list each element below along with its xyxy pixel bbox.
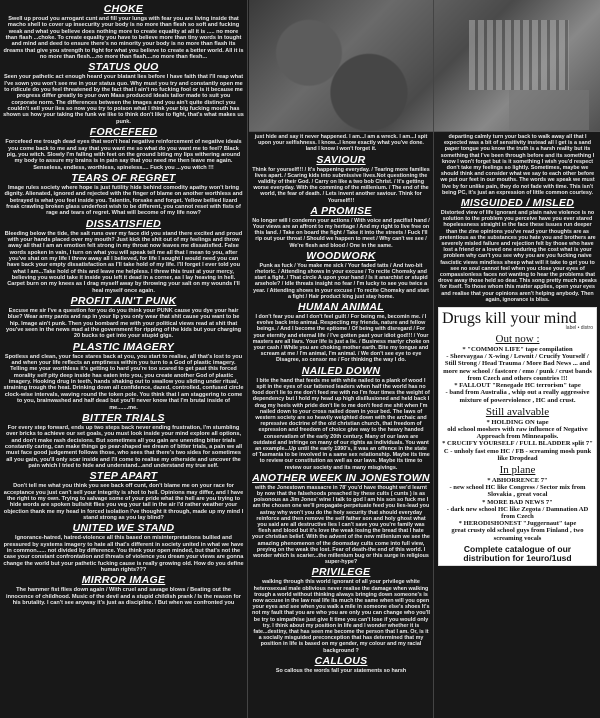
song-title: FORCEFEED <box>89 126 158 139</box>
ad-release-desc: - dark new school HC like Zegota / Damnation AD from Czech <box>446 505 589 520</box>
song-lyrics: The hammer fist flies down again / With cruel and savage blows / Beating out the innocence of childhood. Music of the devil and a stupid childish prank / Is the reason for his brutality. I can't see anyway it's just as discipline. / But when we confronted you <box>6 587 241 607</box>
song-title: PROFIT AIN'T PUNK <box>70 295 177 308</box>
song-lyrics: Forcefeed me trough dead eyes that won't heal negative reinforcement of negative ideals you come back to me and say that you want me so what do you want me to feel? Black pig, you witch. Slowly I'm falling with feet on the ground biting my lips withering around my body to assure my brains is in pain say that you need me then leave me again. Senseless, endless, worthless, spineless.... Fuck you ...you witch !!! <box>5 139 242 171</box>
song-title: HUMAN ANIMAL <box>297 301 385 314</box>
song-title: ANOTHER WEEK IN JONESTOWN <box>252 471 430 484</box>
ad-release: * FALLOUT "Renegade HC terrorism" tape <box>454 382 581 390</box>
song-lyrics: Swell up proud you arrogant cunt and fill your lungs with fear you are living inside that macho shell to cover up insecurity your body is no more than flesh so soft and fucking weak and what you believe does nothing more to create equality at all it is ..... no more than flash ...choke. To create equality you have to believe more than tiny words in tought and mind and deed to ensure there's no minority your body is no more than flash its dreams that give you strength to fight for what you believe to create a better world. All it is no more than flesh....no more than flash....no more than flesh... <box>3 16 244 61</box>
ad-release: * MORE BAD NEWS 7" <box>482 498 553 506</box>
song-title: CALLOUS <box>314 654 368 667</box>
song-lyrics: No longer will I condemn your actions / With voice and pacifist hand / Your views are an affront to my heritage / And my right to live free on this land. / Take on board the fight / Take it into the streets / Fuck I'll rip out your throat / Should we happen to meet / Why can't we see / We're flesh and blood / One in the same. <box>252 217 430 249</box>
ad-title: Drugs kill your mind <box>442 310 577 328</box>
ad-release: * "COMMON LIFE" tape compilation <box>462 346 573 354</box>
lyrics-column-right <box>435 0 600 718</box>
song-lyrics: Image rules society where hope is just futility hide behind comodity apathy won't bring dignity. Alienated, ignored and rejected with the finger of blame on another worthless and betrayed is what you feel inside you. Talentin, forsake and forget. Yellow bellied lizard freak crawling broken glass underfoot wish to be different, you cannot reset with fists of rage and tears of regret. What will become of my life now? <box>4 184 243 217</box>
song-title: PRIVILEGE <box>311 566 371 579</box>
song-title: SAVIOUR <box>316 153 366 166</box>
ad-release: * ABHORRENCE 7" <box>487 476 548 484</box>
song-title: MISGUIDED / MISLED <box>460 197 575 210</box>
song-lyrics: I don't fear you and I don't feel guilt / For being me, becomin me. / I evolve back into animal. Respecting my friends, nature and fellow beings. / And I become the epitome / Of being with disregard / For your eternity and eternal life / I've gotten past your idiot god!!! / Your masters are all liars. Your life is just a lie. / Business martyr choke on your cash / While you are choking mother earth. Bite my tongue and scream at me / I'm animal, I'm animal. / We don't see eye to eye Disagree, so censor me / For thinking the way I do. <box>252 314 430 364</box>
ad-release-desc: great crusty old school guys from Finland , two screaming vocals <box>451 527 584 542</box>
song-title: TEARS OF REGRET <box>71 171 176 184</box>
song-lyrics: departing calmly turn your back to walk away all that I expected was a bit of sensitivity instead all I get is a sand paper tongue you know the truth is a harsh reality but its something that I've been through before and its something I know I won't forget but is it something I wish you'd respect don't take my feelings so lightly. Sometimes, maybe we should think and consider what we say to each other before we put our feet in our mouths. The words we speak we must live by for unlike pain, they do not fade with time. This isn't being PC, it's just an expression of little common courtesy. <box>440 134 595 196</box>
song-title: A PROMISE <box>310 204 372 217</box>
song-lyrics: So callous the words fall your statements so harsh <box>275 667 407 674</box>
ad-release-desc: - Sheevaygaa / X-wing / Lewnit / Crucify Yourself / Still Strong / Head Trauma / More Bad News ... and more new school / fastcore / emo / punk / crust bands from Czech and others countries !!! <box>443 353 592 382</box>
song-title: STEP APART <box>89 470 158 483</box>
song-lyrics: Think for yourself!!! / It's happening everyday. / Tearing more families lives apart. / Scaring kids into submissive lives.Not questioning the validity of their God. / Carry on like a two bob Christ. / It's getting worse everyday. With the comming of the millenium. / The end of the world, the fear of death. / Lets invent another saviour. Think for Yourself!!! <box>252 166 430 204</box>
ad-available-heading: Still avalvable <box>485 405 550 418</box>
ad-catalogue-footer: Complete catalogue of our distribution for 1euro/1usd <box>463 543 572 563</box>
ad-release-desc: old school moshers with raw influence of Negative Approach from Minneapolis. <box>447 425 588 441</box>
song-lyrics: Bleeding below the tide, the salt runs over my face did you stand there excited and proud with your hands placed over my mouth? Just kick the shit out of my feelings and throw away all that I am an emotion felt strong in my throat now leaves me dissatisfied. False words spoken in vain, I turn on what you will speak tell me all that I mean to you, after you've shat on my life I threw away all I believed, for life I sought I would need you can have back your empty dissatisfaction as I'll take hold of my life. I'll forget I ever told you what I am...Take hold of this and leave me helpless. I threw this trust at your mercy, believing you would take it inside you left it dead in a corner, as I lay heaving in hell. Carpet burn on my knees as I drag myself away by throwing your salt on my wounds I'll heal myself once again. <box>4 230 243 294</box>
song-lyrics: I bite the hand that feeds me with while nailed to a plank of wood I spit in the eyes of our fattened leaders when half the world has no food don't lie to me don't feed me with no I'm four times the weight of dependency but I hold my head up high disillusioned and held back I drag my heels with pride don't lie to me don't feed me shit when I'm nailed down to your cross nailed down in your bed. The laws of western society are so heavily weighted down with the archaic and repressive doctrine of the old christian church, that freedom of expression and freedom of choice give way to the heavy handed conservatism of the early 20th century. Many of our laws are outdated and infringe on many of our rights as individuals. You want an example...Up until the early 1990's, it was an offence in the state of Tasmania to be involved in a same sex relationship. Maybe its time to review our constitution as well as our laws. Maybe its time to review our society and its many misgivings. <box>252 377 430 471</box>
ad-release-desc: - new school HC like Congress / Sector mix from Slovakia , great vocal <box>449 484 586 499</box>
song-lyrics: Distorted view of life ignorant and plain naive violence is no solution to the problem you perceive have you ever stared hopelessness straight in the face these issues run deeper than the zine opinions you've read your thoughts are as pretentious as the substances you hate you and brothers are severely misled failure and rejection felt by those who have lost a friend or a loved one enduring the cost what is your problem why can't you see why you are you fucking naive fascistic views mindless sheep what will it take to get you to see no soul cannot feel when you close your eyes of compassionless faces not wanting to hear the problems that drove away those held so dear. This song pretty much speaks for itself. To those whom this matter applies, open your eyes and realise that your opinions aren't helping anybody. Then again, ignorance is bliss. <box>438 210 597 303</box>
ad-out-now-heading: Out now : <box>495 333 540 346</box>
song-lyrics: walking through this world ignorant of all your privilege white heterosexual male oblivious never realise the damage when walking trough a world without thinking always bringing down someone's is now accuse in the law real life its much the same when will you open your eyes and see when you walk a mile in someone else's shoes It's not my fault that you are who you are only you can change who you'll be try to simpathise just give It time you can't lose if you would only try. I think about my position in life and I wonder whether it is fate...destiny, that has seen me become the person that I am. Or, is it a socially misguided preconception that has determined that my position in life is based on my gender, my colour and my racial background ? <box>252 579 430 654</box>
lyrics-column-middle <box>249 0 434 718</box>
song-lyrics: Ignorance-hatred, hatred-violence all this based on misinterpretations bullied and pressured by systems imagery to hate all that's different in society united in what we have in common...... not divided by difference. You think your open minded, but that's not the case your constant confrontation and threats of violence you dream your views are gonna change the world but your pathetic fucking cause is really growing old. How do you define human rights??? <box>3 535 244 574</box>
song-lyrics: just hide and say it never happened. I am...I am a wreck. I am...I spit upon your selfishness. I know...I know exactly what you've done. land I know I won't forget it. <box>254 134 428 153</box>
song-title: MIRROR IMAGE <box>81 574 166 587</box>
song-title: CHOKE <box>103 3 144 15</box>
ad-release: * HOLDING ON tape <box>486 418 549 426</box>
song-lyrics: Spotless and clean, your face stares back at you, you start to realise, all that's lost to you and when your life reflects an emptiness within you turn to a God of plastic imagery. Telling me your worthless it's getting to hard you're too scared to get past this forced morality self pity deep inside has eaten into you, you create another God of plastic imagery. Hooking drug in teeth, hands shaking out to swallow you sliding under ritual, straining trough the heat. Drinking down all confidence, dazed, controlled, confused circle clock-wise intervals, waving round the token pole. You think that I am staggering to come to you, brainwashed and half dead but you'll never know that I'm brutal inside of me.......me. <box>3 353 244 411</box>
song-lyrics: Excuse me sir I've a question for you do you think your PUNK cause you dye your hair blue? Wear army pants and rap in your lip you only wear that shit cause you want to be hip. Image ain't punk. Then you bombard me with your political views read at shit that you've seen in the news mad at the government for ripping of the kids but your charging 20 bucks to get into your stupid gigs. <box>5 308 242 340</box>
song-lyrics: Punk as fuck / You make me sick / Your faded tatts / And two-bit rhetoric. / Attending shows in your excuse / To recite Chomsky and start a fight. / That circle A upon your hand / Is it anarchist or stupid arsehole? / Idle threats insight no fear / I'm lucky to see you twice a year. / Attending shows in your excuse / To recite Chomsky and start a fight / Hair product king just stay home. <box>253 262 429 300</box>
song-title: WOODWORK <box>306 249 376 262</box>
song-lyrics: Don't tell me what you think you see back off cunt, don't blame me on your race for acceptance you just can't sell your integrity is shot to hell. Opinions may differ, and I have the right to my own. Trying to salvage some of your pride what the hell are you trying to hide words are spoken bullshit flies you veg your tail in the air I'd rather weather your objection thank me my head in forced isolation I've thought it through, made up my mind I stand strong as you lay blind? <box>3 483 244 521</box>
song-title: DISSATISFIED <box>85 217 162 230</box>
ad-subtitle: label • distro <box>565 325 593 332</box>
label-advertisement <box>438 307 597 566</box>
ad-plans-heading: In plane <box>499 463 536 476</box>
song-title: PLASTIC IMAGERY <box>72 340 175 353</box>
song-title: BITTER TRIALS <box>82 411 165 424</box>
ad-release-desc: C - unholy fast emo HC / FB - screaming mosh punk like Dropdead <box>443 447 592 462</box>
ad-release: * CRUCIFY YOURSELF / FULL BLADDER split 7" <box>442 440 593 448</box>
song-title: UNITED WE STAND <box>72 522 175 535</box>
ad-release-desc: - band from Australia , whip out a really aggressive mixture of powerviolence , HC and crust. <box>445 389 590 404</box>
song-title: NAILED DOWN <box>301 364 381 377</box>
song-lyrics: For every step forward, ends up two steps back never ending frustration, I'm stumbling over bricks to achieve our set goals, you must look inside your mind explore all options, and don't make rash decisions. But sometimes all you gain are unending bitter trials constantly caring, can make things go pear-shaped we dream of bitter trials, a pain we all must face good judgement follows those, who sees that there's two sides for sometimes all you gain, you'll only scar inside and I'll come to realise my otherside and uncover the pain which I tried to hide and understand...and understand my true self. <box>4 424 243 469</box>
lyrics-column-left <box>0 0 248 718</box>
song-lyrics: Seen your pathetic act enough heard your blatant lies before I have faith that I'll reap what I've sown you won't see me in your status quo. Why must you try and constantly open me to ridicule do you feel threatened by the fact that I ain't no fucking fool or is it because me progress differ greatly to your own Mass produced ideals tailor made to suit you corporate norm. The differences between the images and you ain't quite distinct you couldn't sell your lies so now you try to poison what I think your big fucking mouth has shown us how your taking the funk we like to think don't like to fight, that's what makes us punk. <box>3 74 244 125</box>
song-lyrics: with the Jonestown massacre in 78' you'd have thought we'd learnt by now that the falsehoods preached by these cults ( cunts ) is as poisonous as Jim Jones' wine I talk to god I am his son so fuck me I am the chosen one we'll propagate-perpetuate feed you lies-lead you astray why won't you do the holy security that should everyday reinforce and then remove the self father son and holy ghost what you said are all destructive lies I can't save you you're family was flesh and blood but it's love the weak losing the bread that I hate your christian belief. With the advent of the new millenium we see the amazing phenomenon of the doomsday cults come into full view, preying on the weak the lost. Fear of death-the end of this world. I wonder which is scarier...the millenium bug or this surge in religious super-hype? <box>252 484 430 566</box>
song-title: STATUS QUO <box>88 61 159 74</box>
ad-release: * HERODISHONEST "Juggernaut" tape <box>458 520 577 528</box>
